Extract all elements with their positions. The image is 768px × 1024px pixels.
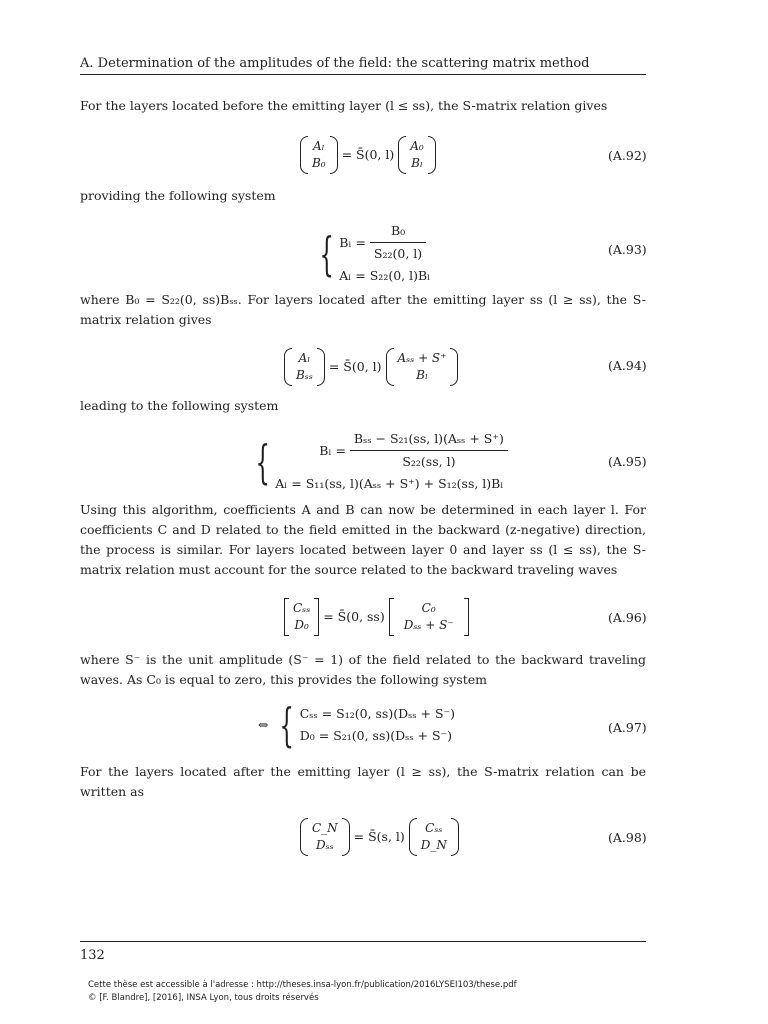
paragraph-5: Using this algorithm, coefficients A and B can now be determined in each layer l. For coefficients C and D related to the field emitted in the backward (z-negative) direction, the process is similar. For layers located between layer 0 and layer ss (l ≤ ss), the S-matrix relation must account for the source related to the backward traveling waves [80, 502, 646, 577]
a95-line2: Aₗ = S₁₁(ss, l)(Aₛₛ + S⁺) + S₁₂(ss, l)Bₗ [275, 476, 504, 491]
equation-number-a97: (A.97) [608, 720, 647, 735]
a96-lhs-top: Cₛₛ [292, 601, 311, 615]
paragraph-1: For the layers located before the emitting layer (l ≤ ss), the S-matrix relation gives [80, 98, 608, 113]
a92-rhs-bot: Bₗ [411, 156, 423, 170]
a92-lhs-top: Aₗ [313, 139, 325, 153]
equation-a92 [300, 136, 436, 174]
equation-a94 [284, 348, 458, 386]
paren-right [342, 818, 350, 856]
brace-left: { [279, 698, 295, 752]
a92-rhs-top: A₀ [410, 139, 424, 153]
a92-lhs-bot: B₀ [311, 156, 326, 170]
footer-note-copyright: © [F. Blandre], [2016], INSA Lyon, tous droits réservés [88, 993, 319, 1003]
paren-left [284, 348, 292, 386]
bracket-right [314, 598, 319, 636]
a94-lhs-bot: Bₛₛ [295, 368, 313, 382]
a93-denominator: S₂₂(0, l) [373, 246, 423, 261]
a96-rhs-bot: Dₛₛ + S⁻ [403, 618, 454, 632]
a93-line1-lhs: Bₗ = [339, 234, 366, 250]
paren-right [428, 136, 436, 174]
bracket-left [389, 598, 394, 636]
equation-number-a95: (A.95) [608, 454, 647, 469]
a98-lhs-top: C_N [311, 821, 338, 835]
paren-left [409, 818, 417, 856]
a98-lhs-bot: Dₛₛ [315, 838, 334, 852]
a94-operator: = S̄̄(0, l) [328, 359, 382, 374]
equation-a96 [284, 598, 469, 636]
equation-a98 [300, 818, 459, 856]
paren-right [450, 348, 458, 386]
a94-lhs-top: Aₗ [298, 351, 311, 365]
paren-left [386, 348, 394, 386]
running-header: A. Determination of the amplitudes of the field: the scattering matrix method [80, 56, 590, 71]
a93-line2: Aₗ = S₂₂(0, l)Bₗ [339, 268, 431, 283]
equation-a95 [248, 428, 508, 495]
a96-lhs-bot: D₀ [294, 618, 309, 632]
paren-left [398, 136, 406, 174]
equation-number-a96: (A.96) [608, 610, 647, 625]
paragraph-3: where B₀ = S₂₂(0, ss)Bₛₛ. For layers located after the emitting layer ss (l ≥ ss), the S-matrix relation gives [80, 292, 646, 327]
a97-line1: Cₛₛ = S₁₂(0, ss)(Dₛₛ + S⁻) [299, 706, 455, 721]
equation-a93 [312, 220, 430, 287]
a93-numerator: B₀ [370, 220, 426, 243]
paren-right [330, 136, 338, 174]
paren-left [300, 136, 308, 174]
equation-number-a94: (A.94) [608, 358, 647, 373]
bracket-right [464, 598, 469, 636]
paragraph-2: providing the following system [80, 188, 276, 203]
paragraph-7: For the layers located after the emitting layer (l ≥ ss), the S-matrix relation can be written as [80, 764, 646, 799]
a92-operator: = S̄̄(0, l) [341, 147, 395, 162]
footer-note-url: Cette thèse est accessible à l'adresse : http://theses.insa-lyon.fr/publication/2016LYSEI103/these.pdf [88, 980, 517, 990]
footer-rule [80, 941, 646, 942]
a98-rhs-top: Cₛₛ [425, 821, 443, 835]
equation-number-a92: (A.92) [608, 148, 647, 163]
a96-rhs-top: C₀ [421, 601, 436, 615]
equation-number-a98: (A.98) [608, 830, 647, 845]
a94-rhs-bot: Bₗ [416, 368, 428, 382]
paragraph-6: where S⁻ is the unit amplitude (S⁻ = 1) of the field related to the backward traveling waves. As C₀ is equal to zero, this provides the following system [80, 652, 646, 687]
a95-denominator: S₂₂(ss, l) [402, 454, 456, 469]
brace-left: { [319, 226, 334, 281]
paren-right [451, 818, 459, 856]
a97-line2: D₀ = S₂₁(0, ss)(Dₛₛ + S⁻) [299, 728, 453, 743]
brace-left: { [255, 434, 270, 489]
a98-operator: = S̄̄(s, l) [353, 829, 405, 844]
a97-equivalence: ⇔ [258, 717, 269, 732]
a96-operator: = S̄̄(0, ss) [323, 609, 385, 624]
a94-rhs-top: Aₛₛ + S⁺ [397, 351, 447, 365]
header-rule [80, 74, 646, 75]
paren-left [300, 818, 308, 856]
a95-line1-lhs: Bₗ = [319, 442, 346, 458]
bracket-left [284, 598, 289, 636]
a98-rhs-bot: D_N [420, 838, 447, 852]
page-number: 132 [80, 948, 105, 963]
paren-right [317, 348, 325, 386]
equation-number-a93: (A.93) [608, 242, 647, 257]
a95-numerator: Bₛₛ − S₂₁(ss, l)(Aₛₛ + S⁺) [350, 428, 508, 451]
equation-a97 [258, 698, 455, 752]
paragraph-4: leading to the following system [80, 398, 279, 413]
